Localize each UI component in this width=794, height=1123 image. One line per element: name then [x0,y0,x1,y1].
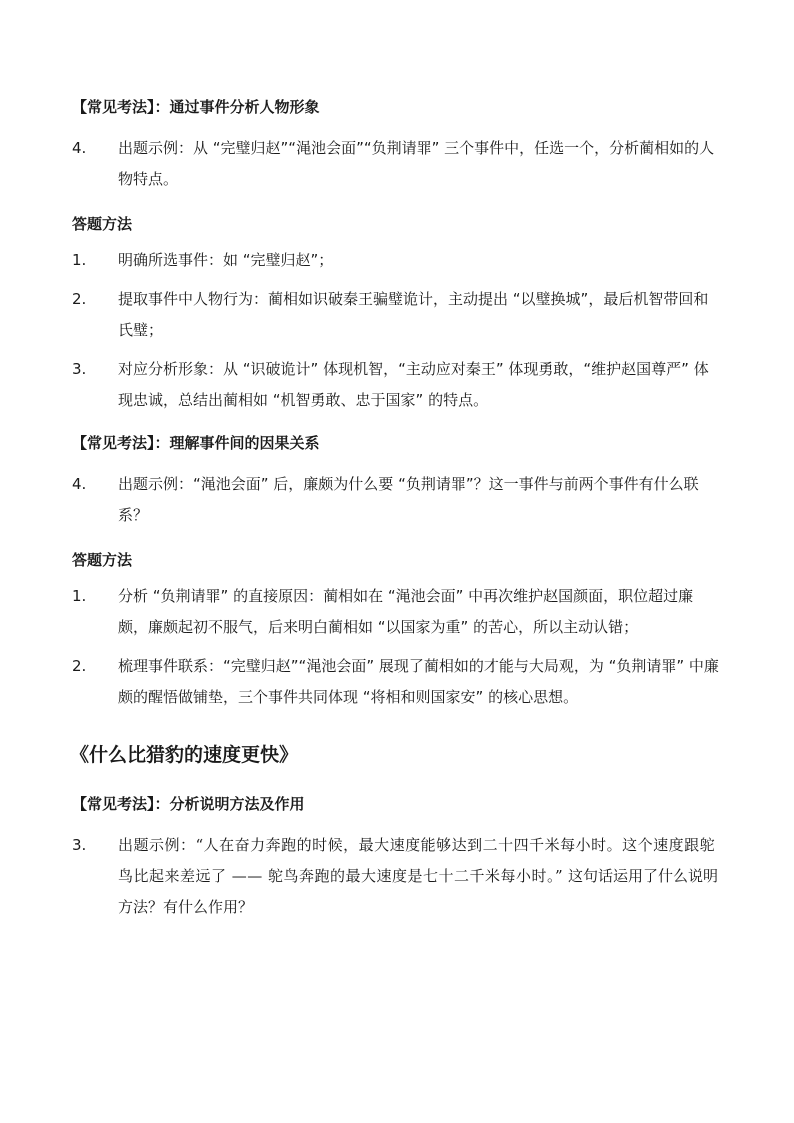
item-number: 2. [72,290,87,308]
item-number: 3. [72,836,87,854]
section-explanation-methods [72,741,722,923]
item-number: 4. [72,139,87,157]
method-step [72,245,722,276]
step-text: 分析 “负荆请罪” 的直接原因：蔺相如在 “渑池会面” 中再次维护赵国颜面，职位超过廉颇，廉颇起初不服气，后来明白蔺相如 “以国家为重” 的苦心，所以主动认错； [118,587,694,636]
step-text: 梳理事件联系：“完璧归赵”“渑池会面” 展现了蔺相如的才能与大局观，为 “负荆请罪” 中廉颇的醒悟做铺垫，三个事件共同体现 “将相和则国家安” 的核心思想。 [118,657,719,706]
step-text: 明确所选事件：如 “完璧归赵”； [118,251,334,269]
quoted-passage: 出题示例：“人在奋力奔跑的时候，最大速度能够达到二十四千米每小时。这个速度跟鸵鸟比起来差远了 —— 鸵鸟奔跑的最大速度是七十二千米每小时。” [118,836,716,885]
item-number: 3. [72,360,87,378]
section-heading: 【常见考法】：理解事件间的因果关系 [72,434,320,452]
step-text: 提取事件中人物行为：蔺相如识破秦王骗璧诡计，主动提出 “以璧换城”，最后机智带回和氏璧； [118,290,709,339]
method-step [72,354,722,416]
item-number: 1. [72,587,87,605]
section-cause-effect [72,432,722,713]
method-step [72,284,722,346]
item-number: 2. [72,657,87,675]
question-text: 出题示例：“渑池会面” 后，廉颇为什么要 “负荆请罪”？这一事件与前两个事件有什么联系？ [118,475,699,524]
item-number: 4. [72,475,87,493]
question-item [72,830,722,923]
lesson-title: 《什么比猎豹的速度更快》 [70,744,299,766]
document-content [72,96,722,923]
item-number: 1. [72,251,87,269]
question-text [118,830,722,923]
section-heading: 【常见考法】：通过事件分析人物形象 [72,98,320,116]
method-step [72,651,722,713]
method-label: 答题方法 [72,215,133,233]
step-text: 对应分析形象：从 “识破诡计” 体现机智，“主动应对秦王” 体现勇敢，“维护赵国尊严” 体现忠诚，总结出蔺相如 “机智勇敢、忠于国家” 的特点。 [118,360,709,409]
question-text: 出题示例：从 “完璧归赵”“渑池会面”“负荆请罪” 三个事件中，任选一个，分析蔺相如的人物特点。 [118,139,715,188]
section-heading: 【常见考法】：分析说明方法及作用 [72,795,305,813]
method-label: 答题方法 [72,551,133,569]
question-item [72,469,722,531]
question-item [72,133,722,195]
question-rest: 这句话运用了什么说明方法？有什么作用？ [118,867,718,916]
method-step [72,581,722,643]
section-character-analysis [72,96,722,416]
